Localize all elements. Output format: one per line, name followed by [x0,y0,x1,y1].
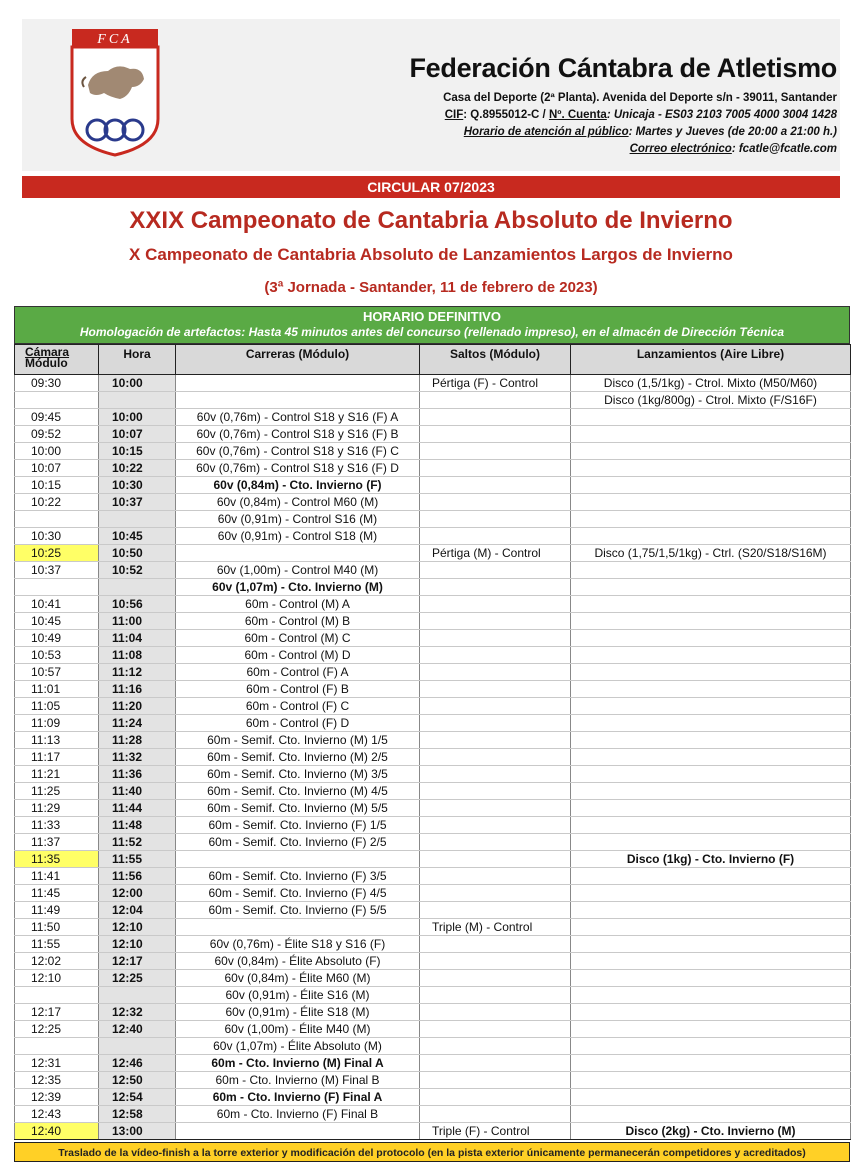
camara-cell: 10:30 [15,528,99,545]
saltos-cell [420,409,571,426]
camara-cell [15,392,99,409]
table-row [15,715,851,732]
saltos-cell [420,511,571,528]
carreras-cell: 60m - Control (M) C [176,630,420,647]
camara-cell: 10:37 [15,562,99,579]
camara-cell: 10:45 [15,613,99,630]
table-row [15,902,851,919]
table-row [15,936,851,953]
carreras-cell: 60v (1,07m) - Cto. Invierno (M) [176,579,420,596]
table-row [15,613,851,630]
lanzamientos-cell [571,936,851,953]
camara-cell: 12:31 [15,1055,99,1072]
camara-cell: 10:15 [15,477,99,494]
table-row [15,868,851,885]
saltos-cell [420,1038,571,1055]
saltos-cell [420,392,571,409]
hora-cell: 10:00 [99,375,176,392]
hora-cell: 11:08 [99,647,176,664]
table-row [15,1004,851,1021]
hora-cell: 13:00 [99,1123,176,1140]
saltos-cell [420,800,571,817]
hora-cell: 11:40 [99,783,176,800]
lanzamientos-cell [571,834,851,851]
carreras-cell: 60v (0,84m) - Élite Absoluto (F) [176,953,420,970]
lanzamientos-cell [571,1089,851,1106]
lanzamientos-cell [571,647,851,664]
carreras-cell [176,375,420,392]
hora-cell: 11:56 [99,868,176,885]
carreras-cell: 60v (1,07m) - Élite Absoluto (M) [176,1038,420,1055]
lanzamientos-cell [571,681,851,698]
table-row [15,834,851,851]
org-email-line: Correo electrónico: fcatle@fcatle.com [629,143,837,155]
camara-cell: 10:00 [15,443,99,460]
saltos-cell [420,630,571,647]
camara-cell: 10:22 [15,494,99,511]
saltos-cell [420,970,571,987]
camara-cell: 11:21 [15,766,99,783]
hora-cell: 11:28 [99,732,176,749]
hora-cell: 10:00 [99,409,176,426]
hora-cell: 12:32 [99,1004,176,1021]
lanzamientos-cell [571,409,851,426]
carreras-cell: 60v (0,84m) - Cto. Invierno (F) [176,477,420,494]
camara-cell: 12:25 [15,1021,99,1038]
hora-cell: 10:30 [99,477,176,494]
carreras-cell: 60v (0,76m) - Élite S18 y S16 (F) [176,936,420,953]
schedule-note: Homologación de artefactos: Hasta 45 minutos antes del concurso (rellenado impreso), en el almacén de Dirección Técnica [79,325,785,339]
carreras-cell: 60m - Cto. Invierno (F) Final A [176,1089,420,1106]
lanzamientos-cell [571,443,851,460]
table-row [15,885,851,902]
table-row [15,545,851,562]
carreras-cell: 60v (1,00m) - Control M40 (M) [176,562,420,579]
saltos-cell [420,664,571,681]
carreras-cell: 60v (0,84m) - Élite M60 (M) [176,970,420,987]
org-horario-line: Horario de atención al público: Martes y Jueves (de 20:00 a 21:00 h.) [463,126,837,138]
lanzamientos-cell: Disco (1kg/800g) - Ctrol. Mixto (F/S16F) [571,392,851,409]
camara-cell: 11:29 [15,800,99,817]
camara-cell: 11:50 [15,919,99,936]
hora-cell: 12:17 [99,953,176,970]
lanzamientos-cell [571,630,851,647]
hora-cell: 10:56 [99,596,176,613]
hora-cell: 11:55 [99,851,176,868]
hora-cell: 12:54 [99,1089,176,1106]
saltos-cell [420,783,571,800]
lanzamientos-cell: Disco (1kg) - Cto. Invierno (F) [571,851,851,868]
table-row [15,409,851,426]
carreras-cell: 60m - Control (M) D [176,647,420,664]
lanzamientos-cell [571,749,851,766]
col-saltos-header: Saltos (Módulo) [420,345,571,375]
hora-cell: 10:50 [99,545,176,562]
hora-cell [99,987,176,1004]
camara-cell: 11:05 [15,698,99,715]
table-row [15,1072,851,1089]
lanzamientos-cell [571,953,851,970]
camara-cell: 11:25 [15,783,99,800]
saltos-cell: Pértiga (F) - Control [420,375,571,392]
carreras-cell [176,851,420,868]
saltos-cell [420,749,571,766]
carreras-cell: 60m - Control (F) D [176,715,420,732]
camara-cell: 11:17 [15,749,99,766]
hora-cell: 11:16 [99,681,176,698]
camara-cell: 09:45 [15,409,99,426]
camara-cell: 11:55 [15,936,99,953]
table-header-row [15,345,851,375]
table-row [15,443,851,460]
table-row [15,681,851,698]
saltos-cell [420,1089,571,1106]
lanzamientos-cell: Disco (1,5/1kg) - Ctrol. Mixto (M50/M60) [571,375,851,392]
camara-cell: 12:10 [15,970,99,987]
saltos-cell [420,851,571,868]
saltos-cell [420,817,571,834]
lanzamientos-cell [571,885,851,902]
date-line: (3ª Jornada - Santander, 11 de febrero de 2023) [264,279,598,296]
table-row [15,987,851,1004]
carreras-cell [176,545,420,562]
table-row [15,851,851,868]
saltos-cell [420,443,571,460]
carreras-cell: 60m - Semif. Cto. Invierno (M) 3/5 [176,766,420,783]
camara-cell: 12:02 [15,953,99,970]
carreras-cell [176,392,420,409]
saltos-cell [420,1055,571,1072]
camara-cell: 10:49 [15,630,99,647]
hora-cell: 11:00 [99,613,176,630]
hora-cell: 11:04 [99,630,176,647]
hora-cell: 10:45 [99,528,176,545]
table-row [15,1123,851,1140]
table-row [15,1106,851,1123]
col-hora-header: Hora [99,345,176,375]
carreras-cell: 60v (0,76m) - Control S18 y S16 (F) A [176,409,420,426]
table-row [15,732,851,749]
schedule-title: HORARIO DEFINITIVO [363,309,501,324]
saltos-cell [420,596,571,613]
col-lanzamientos-header: Lanzamientos (Aire Libre) [571,345,851,375]
saltos-cell [420,732,571,749]
carreras-cell: 60m - Control (F) A [176,664,420,681]
saltos-cell [420,953,571,970]
hora-cell: 10:07 [99,426,176,443]
hora-cell: 10:37 [99,494,176,511]
col-camara-header: Cámara Módulo [15,345,99,375]
saltos-cell [420,647,571,664]
carreras-cell: 60m - Control (M) A [176,596,420,613]
lanzamientos-cell [571,783,851,800]
saltos-cell [420,885,571,902]
org-cif-line: CIF: Q.8955012-C / Nº. Cuenta: Unicaja - ES03 2103 7005 4000 3004 1428 [444,109,837,121]
carreras-cell [176,1123,420,1140]
lanzamientos-cell [571,817,851,834]
saltos-cell [420,987,571,1004]
camara-cell [15,1038,99,1055]
hora-cell: 10:22 [99,460,176,477]
lanzamientos-cell: Disco (2kg) - Cto. Invierno (M) [571,1123,851,1140]
carreras-cell: 60v (0,84m) - Control M60 (M) [176,494,420,511]
camara-cell: 11:01 [15,681,99,698]
camara-cell: 11:35 [15,851,99,868]
carreras-cell: 60v (1,00m) - Élite M40 (M) [176,1021,420,1038]
table-row [15,1021,851,1038]
saltos-cell: Triple (M) - Control [420,919,571,936]
camara-cell: 12:17 [15,1004,99,1021]
hora-cell: 12:10 [99,936,176,953]
schedule-table [14,344,851,1140]
saltos-cell: Triple (F) - Control [420,1123,571,1140]
lanzamientos-cell [571,1072,851,1089]
lanzamientos-cell [571,987,851,1004]
camara-cell: 10:53 [15,647,99,664]
saltos-cell [420,936,571,953]
table-row [15,664,851,681]
carreras-cell: 60m - Semif. Cto. Invierno (F) 5/5 [176,902,420,919]
camara-cell: 12:35 [15,1072,99,1089]
carreras-cell: 60m - Cto. Invierno (M) Final B [176,1072,420,1089]
carreras-cell: 60v (0,76m) - Control S18 y S16 (F) B [176,426,420,443]
hora-cell: 11:20 [99,698,176,715]
saltos-cell [420,715,571,732]
table-row [15,698,851,715]
col-carreras-header: Carreras (Módulo) [176,345,420,375]
carreras-cell: 60m - Semif. Cto. Invierno (M) 1/5 [176,732,420,749]
table-row [15,1055,851,1072]
hora-cell: 11:12 [99,664,176,681]
camara-cell: 12:39 [15,1089,99,1106]
table-row [15,919,851,936]
org-name: Federación Cántabra de Atletismo [409,53,837,83]
table-row [15,511,851,528]
lanzamientos-cell [571,715,851,732]
camara-cell: 11:33 [15,817,99,834]
hora-cell: 12:40 [99,1021,176,1038]
saltos-cell [420,1072,571,1089]
carreras-cell: 60m - Semif. Cto. Invierno (M) 4/5 [176,783,420,800]
hora-cell: 10:15 [99,443,176,460]
saltos-cell [420,868,571,885]
carreras-cell: 60m - Control (F) B [176,681,420,698]
camara-cell: 09:30 [15,375,99,392]
carreras-cell: 60v (0,91m) - Élite S18 (M) [176,1004,420,1021]
lanzamientos-cell [571,579,851,596]
lanzamientos-cell [571,613,851,630]
saltos-cell [420,698,571,715]
carreras-cell: 60v (0,91m) - Control S16 (M) [176,511,420,528]
carreras-cell: 60m - Control (M) B [176,613,420,630]
lanzamientos-cell [571,800,851,817]
subtitle: X Campeonato de Cantabria Absoluto de Lanzamientos Largos de Invierno [129,245,733,264]
hora-cell: 12:10 [99,919,176,936]
hora-cell: 11:32 [99,749,176,766]
table-row [15,1089,851,1106]
table-row [15,392,851,409]
table-row [15,528,851,545]
svg-text:FCA: FCA [97,32,133,47]
saltos-cell [420,766,571,783]
lanzamientos-cell [571,1021,851,1038]
hora-cell: 11:24 [99,715,176,732]
hora-cell: 12:00 [99,885,176,902]
lanzamientos-cell: Disco (1,75/1,5/1kg) - Ctrl. (S20/S18/S16M) [571,545,851,562]
main-title: XXIX Campeonato de Cantabria Absoluto de Invierno [129,207,733,234]
table-row [15,749,851,766]
camara-cell: 10:41 [15,596,99,613]
circular-number: CIRCULAR 07/2023 [22,176,840,198]
table-row [15,953,851,970]
carreras-cell: 60m - Semif. Cto. Invierno (M) 2/5 [176,749,420,766]
lanzamientos-cell [571,1038,851,1055]
carreras-cell: 60m - Semif. Cto. Invierno (F) 1/5 [176,817,420,834]
table-row [15,766,851,783]
carreras-cell: 60m - Semif. Cto. Invierno (F) 3/5 [176,868,420,885]
camara-cell: 11:13 [15,732,99,749]
camara-cell: 11:37 [15,834,99,851]
camara-cell: 11:41 [15,868,99,885]
hora-cell: 12:58 [99,1106,176,1123]
table-row [15,970,851,987]
lanzamientos-cell [571,868,851,885]
lanzamientos-cell [571,902,851,919]
saltos-cell [420,1021,571,1038]
camara-cell: 11:45 [15,885,99,902]
saltos-cell [420,494,571,511]
hora-cell: 12:25 [99,970,176,987]
table-row [15,579,851,596]
camara-cell: 11:09 [15,715,99,732]
lanzamientos-cell [571,766,851,783]
saltos-cell [420,681,571,698]
table-row [15,800,851,817]
carreras-cell [176,919,420,936]
lanzamientos-cell [571,596,851,613]
lanzamientos-cell [571,460,851,477]
table-row [15,1038,851,1055]
carreras-cell: 60v (0,91m) - Élite S16 (M) [176,987,420,1004]
hora-cell: 11:48 [99,817,176,834]
carreras-cell: 60m - Cto. Invierno (F) Final B [176,1106,420,1123]
lanzamientos-cell [571,528,851,545]
camara-cell: 09:52 [15,426,99,443]
carreras-cell: 60v (0,91m) - Control S18 (M) [176,528,420,545]
table-row [15,426,851,443]
carreras-cell: 60m - Control (F) C [176,698,420,715]
camara-cell: 10:07 [15,460,99,477]
carreras-cell: 60m - Semif. Cto. Invierno (F) 4/5 [176,885,420,902]
table-row [15,596,851,613]
camara-cell [15,579,99,596]
table-row [15,375,851,392]
table-row [15,460,851,477]
carreras-cell: 60m - Semif. Cto. Invierno (M) 5/5 [176,800,420,817]
saltos-cell [420,460,571,477]
lanzamientos-cell [571,1055,851,1072]
footer-note: Traslado de la vídeo-finish a la torre exterior y modificación del protocolo (en la pista exterior únicamente permanecerán competidores y acreditados) [14,1142,850,1162]
table-row [15,494,851,511]
saltos-cell [420,426,571,443]
camara-cell: 11:49 [15,902,99,919]
lanzamientos-cell [571,477,851,494]
schedule-header [14,306,850,344]
table-row [15,783,851,800]
saltos-cell [420,1106,571,1123]
hora-cell [99,1038,176,1055]
hora-cell: 12:50 [99,1072,176,1089]
lanzamientos-cell [571,664,851,681]
lanzamientos-cell [571,698,851,715]
saltos-cell [420,477,571,494]
hora-cell [99,579,176,596]
table-row [15,647,851,664]
hora-cell [99,392,176,409]
hora-cell: 11:52 [99,834,176,851]
saltos-cell [420,528,571,545]
camara-cell: 10:57 [15,664,99,681]
lanzamientos-cell [571,1004,851,1021]
carreras-cell: 60m - Semif. Cto. Invierno (F) 2/5 [176,834,420,851]
lanzamientos-cell [571,562,851,579]
lanzamientos-cell [571,1106,851,1123]
saltos-cell [420,562,571,579]
lanzamientos-cell [571,494,851,511]
lanzamientos-cell [571,919,851,936]
table-row [15,477,851,494]
table-row [15,817,851,834]
camara-cell: 12:40 [15,1123,99,1140]
lanzamientos-cell [571,970,851,987]
saltos-cell [420,834,571,851]
hora-cell: 10:52 [99,562,176,579]
saltos-cell [420,902,571,919]
camara-cell [15,987,99,1004]
saltos-cell: Pértiga (M) - Control [420,545,571,562]
hora-cell: 12:46 [99,1055,176,1072]
fca-logo [70,27,160,157]
saltos-cell [420,613,571,630]
carreras-cell: 60v (0,76m) - Control S18 y S16 (F) C [176,443,420,460]
hora-cell: 11:36 [99,766,176,783]
lanzamientos-cell [571,732,851,749]
carreras-cell: 60m - Cto. Invierno (M) Final A [176,1055,420,1072]
hora-cell: 12:04 [99,902,176,919]
carreras-cell: 60v (0,76m) - Control S18 y S16 (F) D [176,460,420,477]
saltos-cell [420,1004,571,1021]
camara-cell [15,511,99,528]
camara-cell: 12:43 [15,1106,99,1123]
hora-cell [99,511,176,528]
table-row [15,630,851,647]
hora-cell: 11:44 [99,800,176,817]
camara-cell: 10:25 [15,545,99,562]
saltos-cell [420,579,571,596]
org-address: Casa del Deporte (2ª Planta). Avenida del Deporte s/n - 39011, Santander [443,92,837,104]
lanzamientos-cell [571,426,851,443]
table-row [15,562,851,579]
lanzamientos-cell [571,511,851,528]
